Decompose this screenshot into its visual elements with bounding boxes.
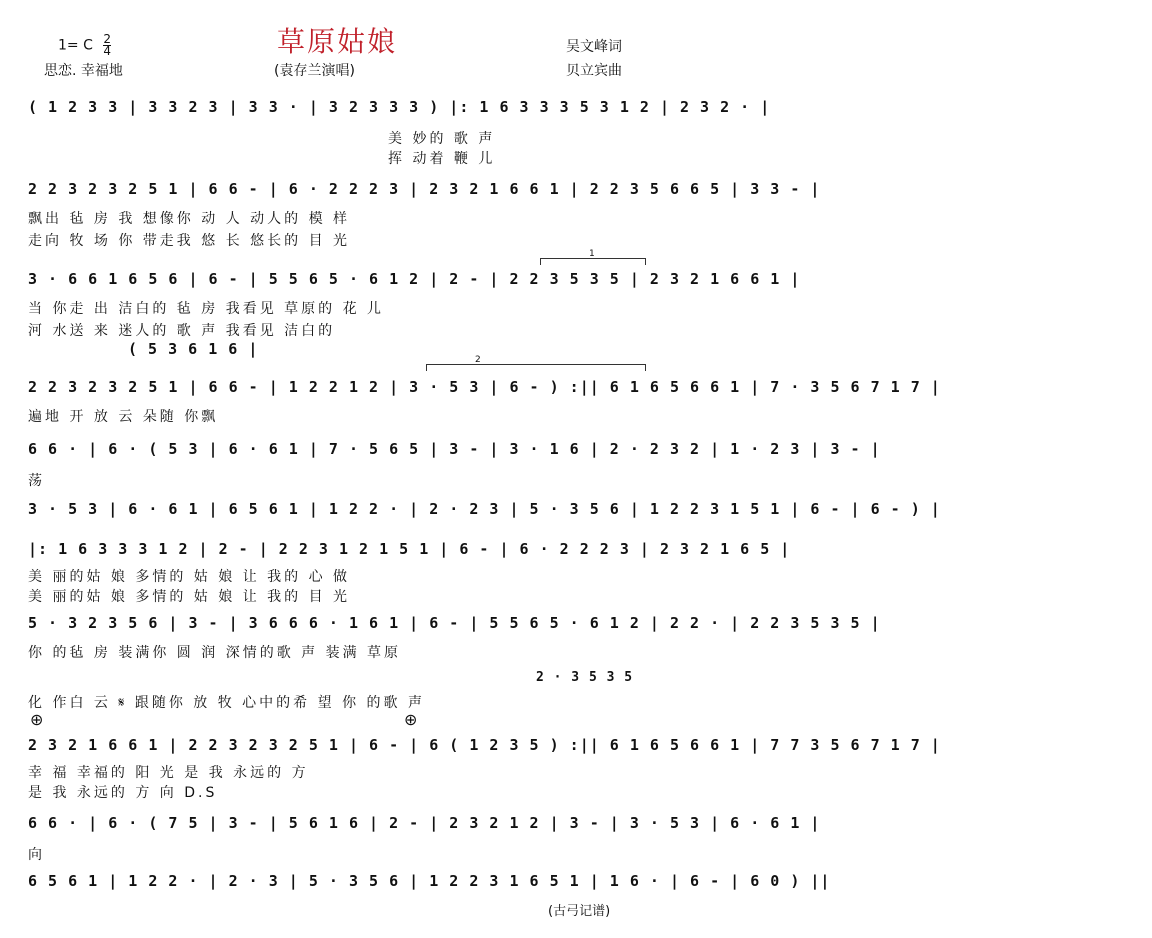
volta-label: 2 xyxy=(475,355,481,365)
notes: 6 5 6 1 | 1 2 2 · | 2 · 3 | 5 · 3 5 6 | 1 2 2 3 1 6 5 1 | 1 6 · | 6 - | 6 0 ) || xyxy=(28,872,831,890)
notes: |: 1 6 3 3 3 1 2 | 2 - | 2 2 3 1 2 1 5 1 | 6 - | 6 · 2 2 2 3 | 2 3 2 1 6 5 | xyxy=(28,540,791,558)
notes: ( 5 3 6 1 6 | xyxy=(128,340,259,358)
lyric-verse-2: 是 我 永远的 方 向 D.S xyxy=(28,785,218,801)
notes: 6 6 · | 6 · ( 7 5 | 3 - | 5 6 1 6 | 2 - | 2 3 2 1 2 | 3 - | 3 · 5 3 | 6 · 6 1 | xyxy=(28,814,821,832)
lyric-verse-1: 美 丽的姑 娘 多情的 姑 娘 让 我的 心 做 xyxy=(28,569,351,585)
notes: 3 · 5 3 | 6 · 6 1 | 6 5 6 1 | 1 2 2 · | 2 · 2 3 | 5 · 3 5 6 | 1 2 2 3 1 5 1 | 6 - | 6 - ) | xyxy=(28,500,941,518)
time-signature: 2 4 xyxy=(103,32,111,58)
notes: 2 · 3 5 3 5 xyxy=(536,670,634,685)
lyric-verse-2: 挥 动着 鞭 儿 xyxy=(388,151,496,167)
lyric-verse-1: 遍地 开 放 云 朵随 你飘 xyxy=(28,409,219,425)
performer-label: (袁存兰演唱) xyxy=(274,63,355,79)
notes: 2 2 3 2 3 2 5 1 | 6 6 - | 6 · 2 2 2 3 | 2 3 2 1 6 6 1 | 2 2 3 5 6 6 5 | 3 3 - | xyxy=(28,180,821,198)
lyric-verse-2: 走向 牧 场 你 带走我 悠 长 悠长的 目 光 xyxy=(28,233,351,249)
lyricist: 吴文峰词 xyxy=(566,39,622,55)
song-title: 草原姑娘 xyxy=(276,25,397,58)
lyric-verse-1: 化 作白 云 𝄋 跟随你 放 牧 心中的希 望 你 的歌 声 xyxy=(28,695,425,711)
coda-symbol-2: ⊕ xyxy=(404,710,418,729)
notes: 2 2 3 2 3 2 5 1 | 6 6 - | 1 2 2 1 2 | 3 · 5 3 | 6 - ) :|| 6 1 6 5 6 6 1 | 7 · 3 5 6 7 1 7 | xyxy=(28,378,941,396)
notes: 3 · 6 6 1 6 5 6 | 6 - | 5 5 6 5 · 6 1 2 | 2 - | 2 2 3 5 3 5 | 2 3 2 1 6 6 1 | xyxy=(28,270,801,288)
key-label: 1= C xyxy=(58,37,93,54)
composer: 贝立宾曲 xyxy=(566,63,622,79)
notes: 5 · 3 2 3 5 6 | 3 - | 3 6 6 6 · 1 6 1 | 6 - | 5 5 6 5 · 6 1 2 | 2 2 · | 2 2 3 5 3 5 | xyxy=(28,614,881,632)
notes: 6 6 · | 6 · ( 5 3 | 6 · 6 1 | 7 · 5 6 5 | 3 - | 3 · 1 6 | 2 · 2 3 2 | 1 · 2 3 | 3 - | xyxy=(28,440,881,458)
mood-label: 思恋. 幸福地 xyxy=(44,63,123,79)
lyric-verse-2: 美 丽的姑 娘 多情的 姑 娘 让 我的 目 光 xyxy=(28,589,351,605)
volta-bracket-1 xyxy=(540,249,646,265)
lyric-verse-1: 美 妙的 歌 声 xyxy=(388,131,496,147)
volta-bracket-2 xyxy=(426,355,646,371)
coda-symbol-1: ⊕ xyxy=(30,710,44,729)
transcriber-note: (古弓记谱) xyxy=(548,904,611,919)
lyric-verse-2: 河 水送 来 迷人的 歌 声 我看见 洁白的 xyxy=(28,323,336,339)
lyric-verse-1: 你 的毡 房 装满你 圆 润 深情的歌 声 装满 草原 xyxy=(28,645,402,661)
lyric-verse-1: 幸 福 幸福的 阳 光 是 我 永远的 方 xyxy=(28,765,309,781)
lyric-verse-1: 当 你走 出 洁白的 毡 房 我看见 草原的 花 儿 xyxy=(28,301,385,317)
volta-label: 1 xyxy=(589,249,595,259)
lyric-verse-1: 飘出 毡 房 我 想像你 动 人 动人的 模 样 xyxy=(28,211,351,227)
key-signature xyxy=(58,34,111,57)
notes: ( 1 2 3 3 | 3 3 2 3 | 3 3 · | 3 2 3 3 3 ) |: 1 6 3 3 3 5 3 1 2 | 2 3 2 · | xyxy=(28,98,771,116)
notes: 2 3 2 1 6 6 1 | 2 2 3 2 3 2 5 1 | 6 - | 6 ( 1 2 3 5 ) :|| 6 1 6 5 6 6 1 | 7 7 3 5 6 7 1 7 | xyxy=(28,736,941,754)
lyric-verse-1: 向 xyxy=(28,847,45,863)
lyric-verse-1: 荡 xyxy=(28,473,45,489)
